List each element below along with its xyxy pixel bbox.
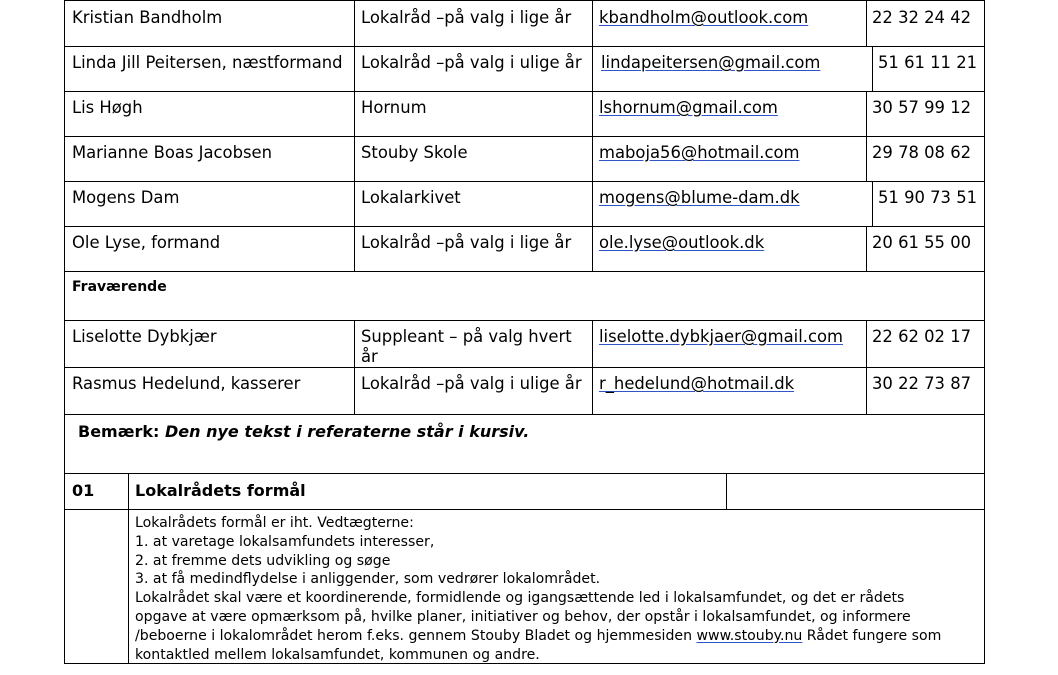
member-email-link[interactable]: lindapeitersen@gmail.com	[601, 53, 821, 72]
column-divider	[866, 0, 867, 46]
body-line-tail: Rådet fungere som	[802, 627, 942, 644]
member-name: Linda Jill Peitersen, næstformand	[72, 53, 343, 72]
member-role: Suppleant – på valg hvert	[361, 327, 572, 346]
member-name: Ole Lyse, formand	[72, 233, 221, 252]
body-line-with-link	[135, 627, 975, 646]
remark-text: Den nye tekst i referaterne står i kursiv.	[165, 422, 530, 441]
column-divider	[872, 46, 873, 91]
member-name: Liselotte Dybkjær	[72, 327, 217, 346]
column-divider	[592, 91, 593, 271]
row-divider	[64, 136, 985, 137]
section-title: Lokalrådets formål	[135, 481, 306, 500]
member-email-link[interactable]: mogens@blume-dam.dk	[599, 188, 800, 207]
row-divider	[64, 473, 985, 474]
row-divider	[64, 0, 985, 1]
row-divider	[64, 414, 985, 415]
remark-label: Bemærk:	[78, 422, 160, 441]
row-divider	[64, 271, 985, 272]
row-divider	[64, 367, 985, 368]
section-body	[135, 514, 975, 664]
row-divider	[64, 226, 985, 227]
column-divider	[592, 320, 593, 414]
column-divider	[354, 320, 355, 414]
column-divider	[866, 320, 867, 414]
row-divider	[64, 46, 985, 47]
column-divider	[354, 0, 355, 271]
member-role: Lokalarkivet	[361, 188, 461, 207]
member-phone: 51 90 73 51	[878, 188, 978, 207]
member-phone: 22 32 24 42	[872, 8, 972, 27]
member-name: Marianne Boas Jacobsen	[72, 143, 272, 162]
member-email-link[interactable]: r_hedelund@hotmail.dk	[599, 374, 795, 393]
table-border	[64, 0, 65, 664]
body-line: Lokalrådets formål er iht. Vedtægterne:	[135, 515, 414, 531]
body-line: /beboerne i lokalområdet herom f.eks. gennem Stouby Bladet og hjemmesiden	[135, 627, 693, 644]
member-name: Lis Høgh	[72, 98, 143, 117]
member-role: Stouby Skole	[361, 143, 468, 162]
column-divider	[128, 473, 129, 664]
row-divider	[64, 509, 985, 510]
body-line: 2. at fremme dets udvikling og søge	[135, 552, 391, 569]
member-name: Rasmus Hedelund, kasserer	[72, 374, 301, 393]
body-line: opgave at være opmærksom på, hvilke planer, initiativer og behov, der opstår i lokalsamfundet, og informere	[135, 608, 911, 625]
section-number: 01	[72, 481, 95, 500]
member-email-link[interactable]: lshornum@gmail.com	[599, 98, 778, 117]
member-email-link[interactable]: ole.lyse@outlook.dk	[599, 233, 765, 252]
member-email-link[interactable]: liselotte.dybkjaer@gmail.com	[599, 327, 844, 346]
column-divider	[866, 226, 867, 271]
column-divider	[872, 181, 873, 226]
member-phone: 51 61 11 21	[878, 53, 978, 72]
member-phone: 29 78 08 62	[872, 143, 972, 162]
member-role: Hornum	[361, 98, 427, 117]
column-divider	[592, 0, 593, 46]
body-line: kontaktled mellem lokalsamfundet, kommunen og andre.	[135, 646, 540, 663]
member-role: Lokalråd –på valg i ulige år	[361, 374, 582, 393]
member-phone: 30 22 73 87	[872, 374, 972, 393]
remark-note	[78, 422, 529, 442]
member-role: Lokalråd –på valg i ulige år	[361, 53, 582, 72]
absent-heading: Fraværende	[72, 279, 167, 295]
member-role: Lokalråd –på valg i lige år	[361, 233, 572, 252]
row-divider	[64, 91, 985, 92]
member-phone: 20 61 55 00	[872, 233, 972, 252]
row-divider	[64, 320, 985, 321]
member-role-continued: år	[361, 347, 378, 366]
body-line: Lokalrådet skal være et koordinerende, formidlende og igangsættende led i lokalsamfundet, og det er rådets	[135, 590, 905, 607]
member-email-link[interactable]: maboja56@hotmail.com	[599, 143, 800, 162]
table-border	[984, 0, 985, 664]
member-email-link[interactable]: kbandholm@outlook.com	[599, 8, 809, 27]
member-phone: 22 62 02 17	[872, 327, 972, 346]
body-line: 1. at varetage lokalsamfundets interesser,	[135, 533, 435, 550]
member-name: Mogens Dam	[72, 188, 180, 207]
website-link[interactable]: www.stouby.nu	[696, 627, 803, 644]
member-name: Kristian Bandholm	[72, 8, 223, 27]
member-phone: 30 57 99 12	[872, 98, 972, 117]
row-divider	[64, 181, 985, 182]
column-divider	[726, 473, 727, 509]
member-role: Lokalråd –på valg i lige år	[361, 8, 572, 27]
column-divider	[592, 46, 593, 91]
body-line: 3. at få medindflydelse i anliggender, som vedrører lokalområdet.	[135, 571, 601, 588]
column-divider	[866, 91, 867, 181]
